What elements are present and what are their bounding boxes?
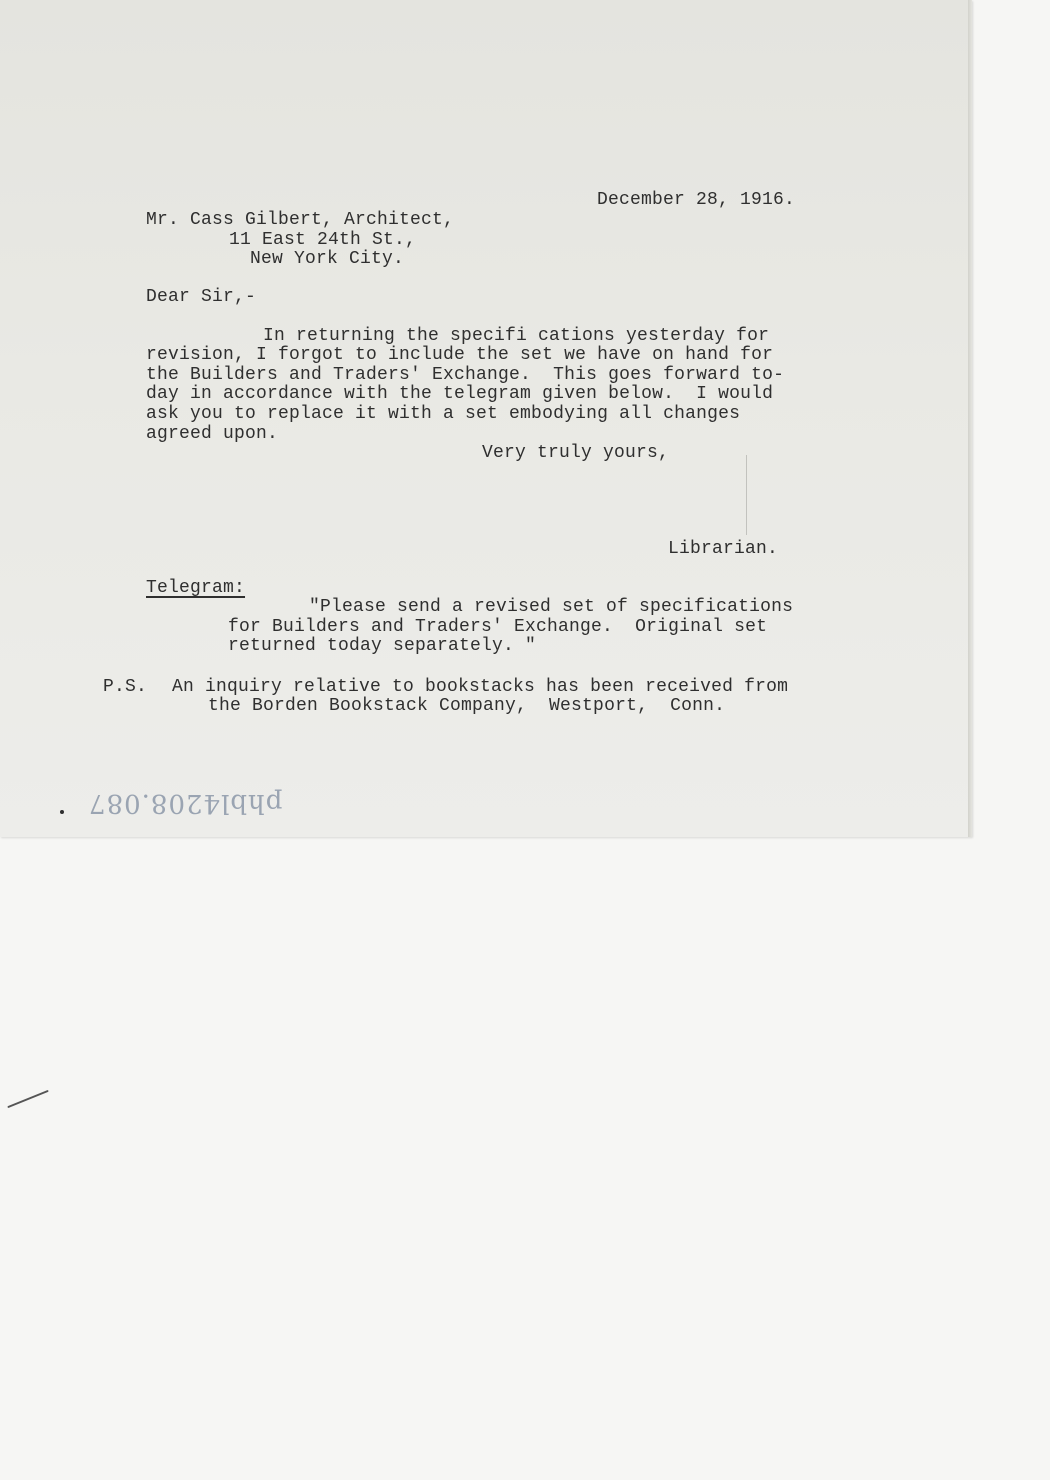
- ps-line: the Borden Bookstack Company, Westport, Conn.: [208, 696, 726, 716]
- letter-date: December 28, 1916.: [597, 190, 796, 210]
- telegram-line: for Builders and Traders' Exchange. Original set: [228, 617, 768, 637]
- telegram-heading: Telegram:: [146, 578, 246, 598]
- address-line-city: New York City.: [250, 249, 405, 269]
- pen-mark: [7, 1090, 49, 1108]
- body-line: the Builders and Traders' Exchange. This goes forward to-: [146, 365, 785, 385]
- address-line-street: 11 East 24th St.,: [229, 230, 417, 250]
- body-line: In returning the specifi cations yesterday for: [263, 326, 770, 346]
- closing: Very truly yours,: [482, 443, 670, 463]
- body-line: agreed upon.: [146, 424, 279, 444]
- signature-title: Librarian.: [668, 539, 779, 559]
- address-line-name: Mr. Cass Gilbert, Architect,: [146, 210, 455, 230]
- telegram-line: "Please send a revised set of specifications: [309, 597, 794, 617]
- paper-edge: [968, 0, 972, 837]
- handwritten-archive-number: phbl4208.087: [88, 788, 283, 818]
- body-line: ask you to replace it with a set embodying all changes: [146, 404, 741, 424]
- telegram-line: returned today separately. ": [228, 636, 537, 656]
- ps-line: An inquiry relative to bookstacks has been received from: [172, 677, 789, 697]
- body-line: revision, I forgot to include the set we have on hand for: [146, 345, 774, 365]
- body-line: day in accordance with the telegram given below. I would: [146, 384, 774, 404]
- salutation: Dear Sir,-: [146, 287, 257, 307]
- ps-label: P.S.: [103, 677, 148, 697]
- ink-dot: [60, 810, 64, 814]
- paper-crease: [746, 455, 747, 535]
